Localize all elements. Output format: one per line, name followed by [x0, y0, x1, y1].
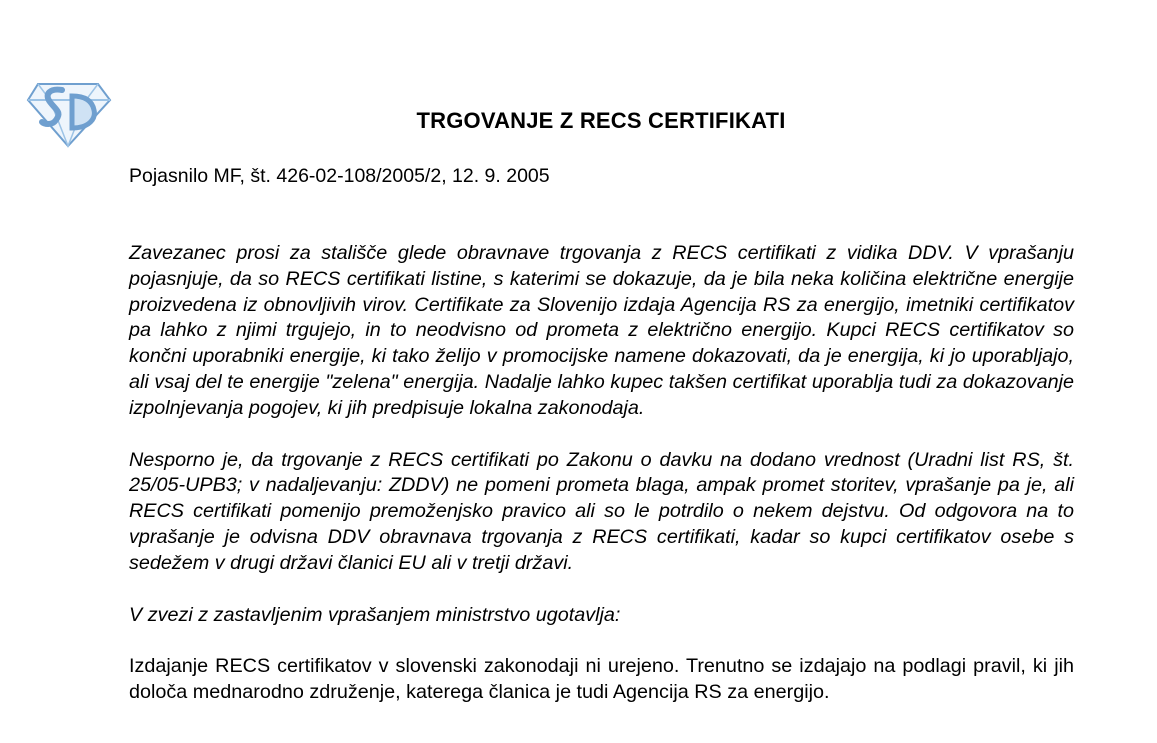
document-title: TRGOVANJE Z RECS CERTIFIKATI — [416, 108, 786, 133]
document-body — [129, 241, 1074, 732]
paragraph-context: Nesporno je, da trgovanje z RECS certifikati po Zakonu o davku na dodano vrednost (Uradni list RS, št. 25/05-UPB3; v nadaljevanju: ZDDV) ne pomeni prometa blaga, ampak promet storitev, vprašanje pa je, ali RECS certifikati pomenijo premoženjsko pravico ali so le potrdilo o nekem dejstvu. Od odgovora na to vprašanje je odvisna DDV obravnava trgovanja z RECS certifikati, kadar so kupci certifikatov osebe s sedežem v drugi državi članici EU ali v tretji državi. — [129, 448, 1074, 574]
paragraph-lead-in: V zvezi z zastavljenim vprašanjem ministrstvo ugotavlja: — [129, 603, 621, 626]
document-reference: Pojasnilo MF, št. 426-02-108/2005/2, 12. 9. 2005 — [129, 165, 550, 187]
paragraph-question: Zavezanec prosi za stališče glede obravnave trgovanja z RECS certifikati z vidika DDV. V vprašanju pojasnjuje, da so RECS certifikati listine, s katerimi se dokazuje, da je bila neka količina električne energije proizvedena iz obnovljivih virov. Certifikate za Slovenijo izdaja Agencija RS za energijo, imetniki certifikatov pa lahko z njimi trgujejo, in to neodvisno od prometa z električno energijo. Kupci RECS certifikatov so končni uporabniki energije, ki tako želijo v promocijske namene dokazovati, da je energija, ki jo uporabljajo, ali vsaj del te energije "zelena" energija. Nadalje lahko kupec takšen certifikat uporablja tudi za dokazovanje izpolnjevanja pogojev, ki jih predpisuje lokalna zakonodaja. — [129, 242, 1074, 419]
paragraph-answer: Izdajanje RECS certifikatov v slovenski zakonodaji ni urejeno. Trenutno se izdajajo na podlagi pravil, ki jih določa mednarodno združenje, katerega članica je tudi Agencija RS za energijo. — [129, 655, 1074, 704]
